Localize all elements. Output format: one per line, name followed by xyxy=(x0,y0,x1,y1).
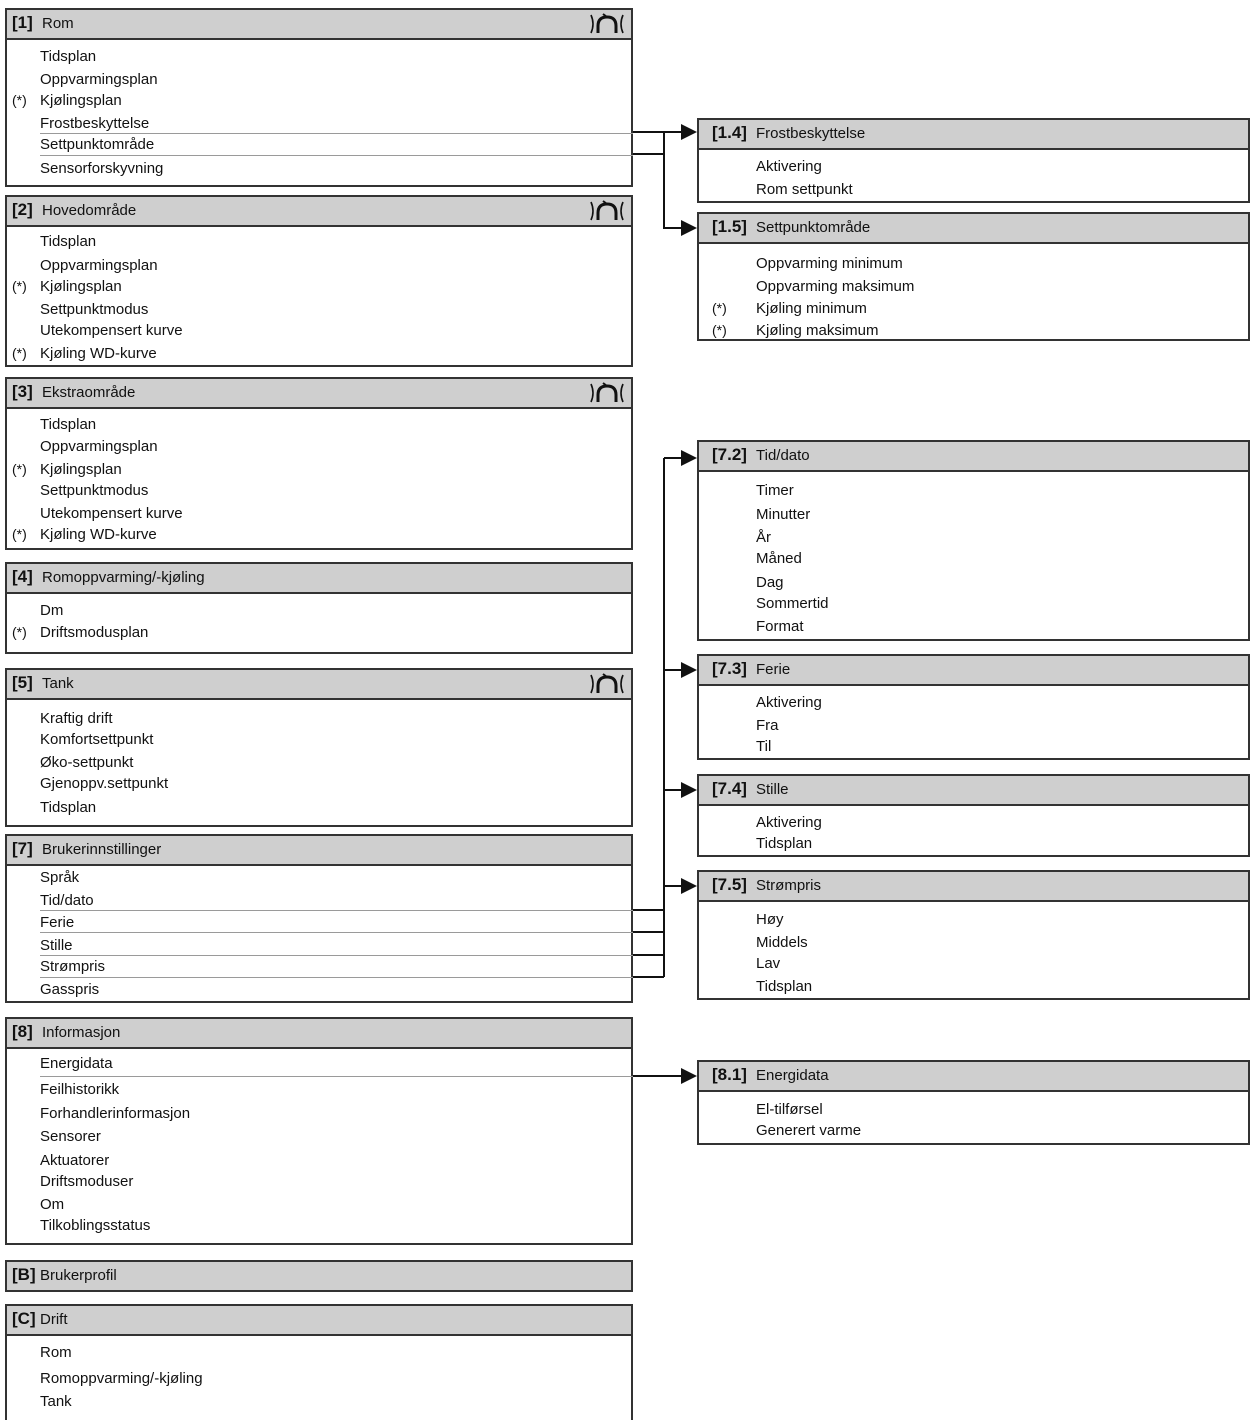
menu-item[interactable]: Om xyxy=(40,1196,65,1213)
separator xyxy=(40,910,633,911)
menu-drift-header[interactable] xyxy=(7,1306,631,1336)
menu-item[interactable]: El-tilførsel xyxy=(756,1101,823,1118)
menu-brukerprofil-header[interactable] xyxy=(7,1262,631,1290)
menu-item[interactable]: Kjøling WD-kurve xyxy=(40,345,157,362)
menu-item[interactable]: Tilkoblingsstatus xyxy=(40,1217,151,1234)
submenu-strompris xyxy=(697,870,1250,1000)
menu-item[interactable]: Rom xyxy=(40,1344,72,1361)
menu-item[interactable]: Energidata xyxy=(40,1055,113,1072)
footnote-mark: (*) xyxy=(12,345,27,361)
submenu-energidata-header[interactable] xyxy=(699,1062,1248,1092)
menu-item[interactable]: Kjølingsplan xyxy=(40,461,122,478)
menu-code: [1.4] xyxy=(712,123,747,142)
submenu-tiddato-header[interactable] xyxy=(699,442,1248,472)
menu-title: Tid/dato xyxy=(756,447,810,464)
menu-item[interactable]: Driftsmodusplan xyxy=(40,624,149,641)
menu-hovedomrade-header[interactable] xyxy=(7,197,631,227)
menu-item[interactable]: Tidsplan xyxy=(40,799,97,816)
separator xyxy=(40,155,633,156)
menu-item[interactable]: Oppvarmingsplan xyxy=(40,257,158,274)
menu-item[interactable]: Minutter xyxy=(756,506,811,523)
submenu-ferie xyxy=(697,654,1250,760)
menu-item[interactable]: Gjenoppv.settpunkt xyxy=(40,775,169,792)
menu-item[interactable]: Aktuatorer xyxy=(40,1152,110,1169)
menu-item[interactable]: Språk xyxy=(40,869,80,886)
menu-code: [7.5] xyxy=(712,875,747,894)
menu-item[interactable]: Utekompensert kurve xyxy=(40,322,183,339)
menu-item[interactable]: Oppvarmingsplan xyxy=(40,71,158,88)
menu-item[interactable]: Feilhistorikk xyxy=(40,1081,120,1098)
menu-title: Settpunktområde xyxy=(756,219,871,236)
menu-item[interactable]: Utekompensert kurve xyxy=(40,505,183,522)
menu-brukerprofil xyxy=(5,1260,633,1292)
submenu-settpunktomrade xyxy=(697,212,1250,341)
dial-icon xyxy=(585,381,629,405)
menu-hovedomrade xyxy=(5,195,633,367)
menu-item[interactable]: Stille xyxy=(40,937,73,954)
menu-code: [4] xyxy=(12,567,33,586)
menu-item[interactable]: Måned xyxy=(756,550,802,567)
menu-item[interactable]: Sensorforskyvning xyxy=(40,160,164,177)
menu-item[interactable]: Tank xyxy=(40,1393,72,1410)
menu-code: [8] xyxy=(12,1022,33,1041)
separator xyxy=(40,133,633,134)
menu-item[interactable]: Settpunktområde xyxy=(40,136,155,153)
menu-item[interactable]: Høy xyxy=(756,911,784,928)
menu-item[interactable]: Oppvarmingsplan xyxy=(40,438,158,455)
menu-item[interactable]: Generert varme xyxy=(756,1122,862,1139)
menu-code: [7.4] xyxy=(712,779,747,798)
menu-code: [7.2] xyxy=(712,445,747,464)
menu-item[interactable]: Sommertid xyxy=(756,595,829,612)
footnote-mark: (*) xyxy=(712,300,727,316)
menu-item[interactable]: Oppvarming maksimum xyxy=(756,278,915,295)
submenu-ferie-header[interactable] xyxy=(699,656,1248,686)
menu-code: [B] xyxy=(12,1265,36,1284)
menu-item[interactable]: Tidsplan xyxy=(40,416,97,433)
menu-tank xyxy=(5,668,633,827)
menu-rom xyxy=(5,8,633,187)
menu-code: [C] xyxy=(12,1309,36,1328)
menu-item[interactable]: Tidsplan xyxy=(40,233,97,250)
menu-code: [3] xyxy=(12,382,33,401)
menu-code: [7.3] xyxy=(712,659,747,678)
footnote-mark: (*) xyxy=(712,322,727,338)
dial-icon xyxy=(585,199,629,223)
menu-drift xyxy=(5,1304,633,1420)
separator xyxy=(40,1076,633,1077)
menu-item[interactable]: Rom settpunkt xyxy=(756,181,853,198)
menu-item[interactable]: Format xyxy=(756,618,804,635)
menu-code: [5] xyxy=(12,673,33,692)
menu-romoppvarming-header[interactable] xyxy=(7,564,631,594)
menu-title: Frostbeskyttelse xyxy=(756,125,866,142)
separator xyxy=(40,977,633,978)
menu-item[interactable]: Forhandlerinformasjon xyxy=(40,1105,191,1122)
menu-item[interactable]: Ferie xyxy=(40,914,75,931)
menu-title: Informasjon xyxy=(42,1024,121,1041)
menu-code: [7] xyxy=(12,839,33,858)
submenu-tiddato xyxy=(697,440,1250,641)
menu-item[interactable]: Dm xyxy=(40,602,64,619)
menu-item[interactable]: Til xyxy=(756,738,772,755)
separator xyxy=(40,955,633,956)
menu-item[interactable]: Kjølingsplan xyxy=(40,278,122,295)
menu-item[interactable]: Tidsplan xyxy=(40,48,97,65)
menu-title: Strømpris xyxy=(756,877,821,894)
menu-item[interactable]: Kjøling WD-kurve xyxy=(40,526,157,543)
menu-item[interactable]: Kjøling minimum xyxy=(756,300,867,317)
menu-item[interactable]: Tidsplan xyxy=(756,835,813,852)
submenu-frostbeskyttelse xyxy=(697,118,1250,203)
menu-title: Ekstraområde xyxy=(42,384,136,401)
menu-item[interactable]: Frostbeskyttelse xyxy=(40,115,150,132)
menu-title: Tank xyxy=(42,675,74,692)
footnote-mark: (*) xyxy=(12,92,27,108)
submenu-energidata xyxy=(697,1060,1250,1145)
menu-code: [1] xyxy=(12,13,33,32)
menu-item[interactable]: Aktivering xyxy=(756,814,822,831)
menu-item[interactable]: Kjølingsplan xyxy=(40,92,122,109)
menu-ekstraomrade-header[interactable] xyxy=(7,379,631,409)
submenu-frostbeskyttelse-header[interactable] xyxy=(699,120,1248,150)
menu-item[interactable]: Dag xyxy=(756,574,784,591)
menu-title: Brukerinnstillinger xyxy=(42,841,162,858)
submenu-stille xyxy=(697,774,1250,857)
menu-item[interactable]: Øko-settpunkt xyxy=(40,754,134,771)
footnote-mark: (*) xyxy=(12,461,27,477)
menu-item[interactable]: Sensorer xyxy=(40,1128,101,1145)
menu-item[interactable]: Timer xyxy=(756,482,794,499)
menu-item[interactable]: Settpunktmodus xyxy=(40,482,149,499)
menu-informasjon-header[interactable] xyxy=(7,1019,631,1049)
menu-informasjon xyxy=(5,1017,633,1245)
menu-item[interactable]: Romoppvarming/-kjøling xyxy=(40,1370,203,1387)
menu-item[interactable]: Settpunktmodus xyxy=(40,301,149,318)
menu-code: [2] xyxy=(12,200,33,219)
menu-item[interactable]: Aktivering xyxy=(756,158,822,175)
menu-title: Ferie xyxy=(756,661,791,678)
menu-item[interactable]: Oppvarming minimum xyxy=(756,255,903,272)
menu-item[interactable]: Middels xyxy=(756,934,808,951)
dial-icon xyxy=(585,12,629,36)
menu-title: Rom xyxy=(42,15,74,32)
menu-item[interactable]: Driftsmoduser xyxy=(40,1173,134,1190)
menu-item[interactable]: Tid/dato xyxy=(40,892,94,909)
menu-item[interactable]: År xyxy=(756,529,771,546)
menu-item[interactable]: Komfortsettpunkt xyxy=(40,731,154,748)
menu-title: Drift xyxy=(40,1311,68,1328)
separator xyxy=(40,932,633,933)
footnote-mark: (*) xyxy=(12,278,27,294)
menu-item[interactable]: Strømpris xyxy=(40,958,105,975)
menu-title: Brukerprofil xyxy=(40,1267,117,1284)
menu-code: [8.1] xyxy=(712,1065,747,1084)
menu-ekstraomrade xyxy=(5,377,633,550)
menu-tank-header[interactable] xyxy=(7,670,631,700)
dial-icon xyxy=(585,672,629,696)
menu-title: Hovedområde xyxy=(42,202,137,219)
menu-code: [1.5] xyxy=(712,217,747,236)
footnote-mark: (*) xyxy=(12,526,27,542)
menu-item[interactable]: Kraftig drift xyxy=(40,710,113,727)
submenu-stille-header[interactable] xyxy=(699,776,1248,806)
menu-brukerinnstillinger-header[interactable] xyxy=(7,836,631,866)
menu-item[interactable]: Lav xyxy=(756,955,781,972)
submenu-strompris-header[interactable] xyxy=(699,872,1248,902)
menu-item[interactable]: Fra xyxy=(756,717,779,734)
menu-title: Energidata xyxy=(756,1067,829,1084)
footnote-mark: (*) xyxy=(12,624,27,640)
menu-brukerinnstillinger xyxy=(5,834,633,1003)
menu-title: Romoppvarming/-kjøling xyxy=(42,569,205,586)
menu-item[interactable]: Gasspris xyxy=(40,981,100,998)
menu-romoppvarming xyxy=(5,562,633,654)
submenu-settpunktomrade-header[interactable] xyxy=(699,214,1248,244)
menu-title: Stille xyxy=(756,781,789,798)
menu-item[interactable]: Kjøling maksimum xyxy=(756,322,879,339)
menu-item[interactable]: Aktivering xyxy=(756,694,822,711)
menu-item[interactable]: Tidsplan xyxy=(756,978,813,995)
menu-rom-header[interactable] xyxy=(7,10,631,40)
